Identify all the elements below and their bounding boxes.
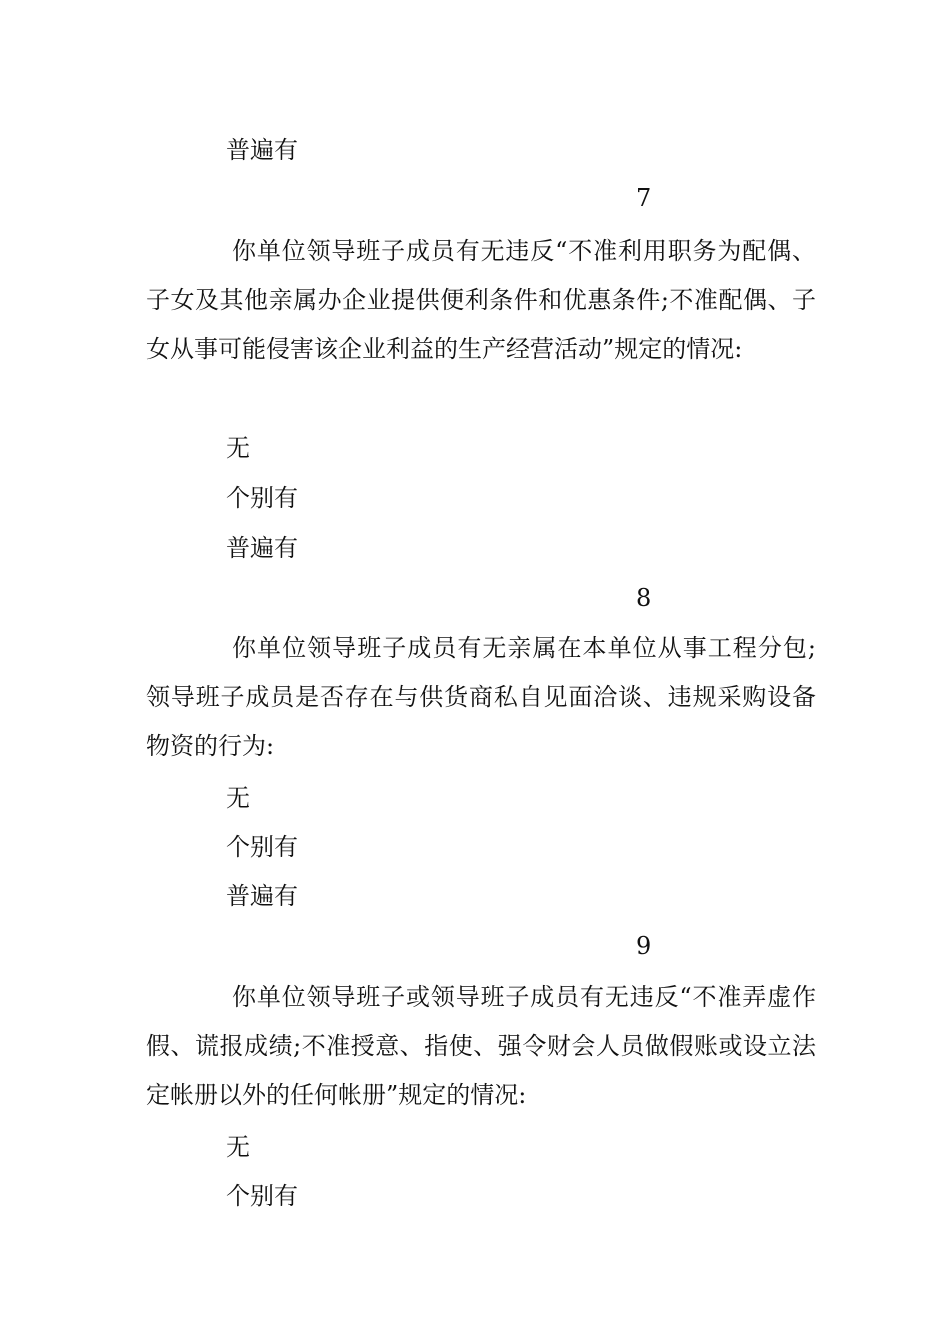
- option-none-7: 无: [226, 434, 250, 462]
- option-common-7: 普遍有: [226, 534, 298, 562]
- option-common-6: 普遍有: [226, 136, 298, 164]
- question-8-text: 你单位领导班子成员有无亲属在本单位从事工程分包;领导班子成员是否存在与供货商私自见面洽谈、违规采购设备物资的行为:: [146, 634, 816, 760]
- option-none-8: 无: [226, 784, 250, 812]
- question-number-8: 8: [636, 584, 652, 612]
- question-number-7: 7: [636, 184, 652, 212]
- option-none-9: 无: [226, 1133, 250, 1161]
- question-9-text: 你单位领导班子或领导班子成员有无违反“不准弄虚作假、谎报成绩;不准授意、指使、强令财会人员做假账或设立法定帐册以外的任何帐册”规定的情况:: [146, 983, 816, 1109]
- option-common-8: 普遍有: [226, 882, 298, 910]
- question-7-text: 你单位领导班子成员有无违反“不准利用职务为配偶、子女及其他亲属办企业提供便利条件和优惠条件;不准配偶、子女从事可能侵害该企业利益的生产经营活动”规定的情况:: [146, 237, 816, 363]
- option-some-9: 个别有: [226, 1182, 298, 1210]
- option-some-8: 个别有: [226, 833, 298, 861]
- option-some-7: 个别有: [226, 484, 298, 512]
- question-number-9: 9: [636, 932, 652, 960]
